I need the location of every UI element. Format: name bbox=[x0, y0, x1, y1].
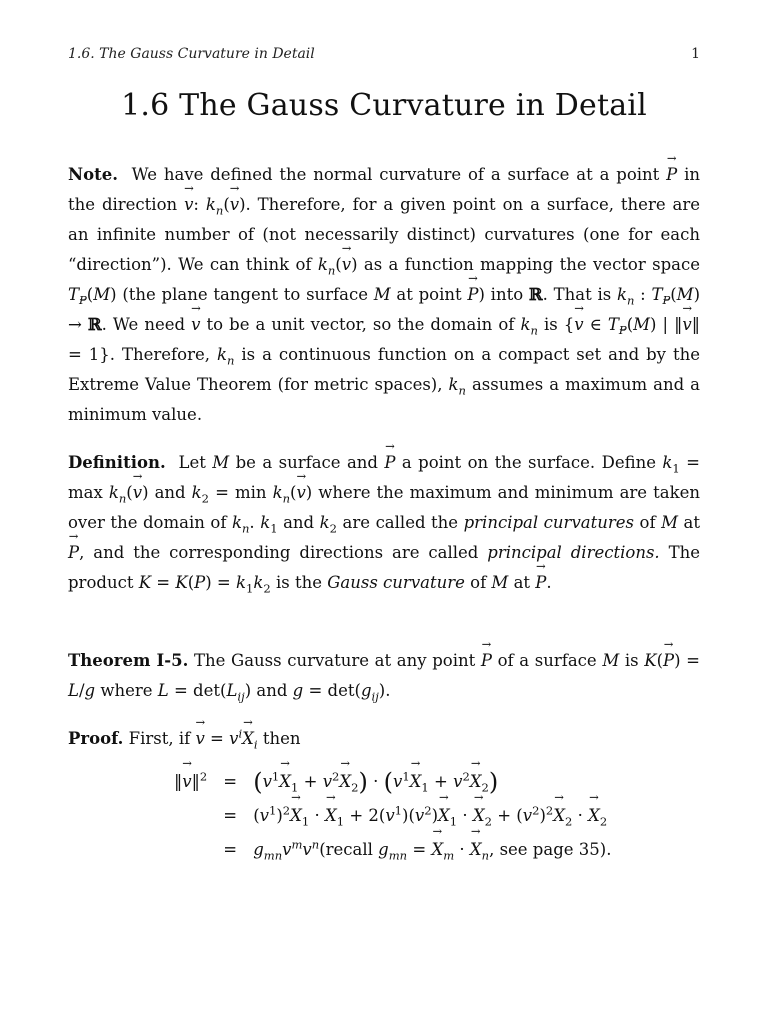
proof-equations bbox=[168, 765, 617, 867]
equation-line: = $(v^1)^2\to X_1$ · → $X_1 + 2(v^1)(v^2)\to X_1$ · → $X_2 + (v^2)^2\to X_2$ · → $X_2$ bbox=[168, 799, 617, 833]
proof-paragraph: Proof. First, if → $v = v^i\to X_i$ then bbox=[68, 724, 700, 754]
section-title: 1.6 The Gauss Curvature in Detail bbox=[121, 88, 647, 123]
definition-label: Definition. bbox=[68, 453, 166, 472]
theorem-paragraph: Theorem I-5. The Gauss curvature at any point → P of a surface M is K(→ P) = L/g where $L = \det(L_{ij})$ and $g = \det(g_{ij})$. bbox=[68, 646, 700, 706]
proof-label: Proof. bbox=[68, 729, 124, 748]
page-number: 1 bbox=[691, 46, 700, 62]
note-label: Note. bbox=[68, 165, 118, 184]
running-title: 1.6. The Gauss Curvature in Detail bbox=[68, 46, 315, 62]
equation-line: ‖→ v‖$^2$ = $(v^1\to X_1 + v^2\to X_2) \cdot (v^1\to X_1 + v^2\to X_2)$ bbox=[168, 765, 617, 799]
running-header bbox=[68, 46, 700, 62]
definition-paragraph: Definition. Let M be a surface and → P a point on the surface. Define $k_1 = \max k_n(\to v)$ and $k_2 = \min k_n(\to v)$ where the maximum and minimum are taken over the domain of $k_n$. $k_1$ and $k_2$ are called the principal curvatures of M at → P, and the corresponding directions are called principal directions. The product $K = K(P) = k_1k_2$ is the Gauss curvature of M at → P. bbox=[68, 448, 700, 598]
note-paragraph: Note. We have defined the normal curvature of a surface at a point → P in the direction → v: $k_n(\to v)$. Therefore, for a given point on a surface, there are an infinite number of (not necessarily distinct) curvatures (one for each “direction”). We can think of $k_n(\to v)$ as a function mapping the vector space $T_P(M)$ (the plane tangent to surface M at point → P) into ℝ. That is $k_n$ : $T_P(M)$ → ℝ. We need → v to be a unit vector, so the domain of $k_n$ is {→ v ∈ $T_P(M)$ | ‖→ v‖ = 1}. Therefore, $k_n$ is a continuous function on a compact set and by the Extreme Value Theorem (for metric spaces), $k_n$ assumes a maximum and a minimum value. bbox=[68, 160, 700, 430]
equation-line: = $g_{mn}v^mv^n(recall$ $g_{mn}$ = → $X_m$ · → $X_n$, see page 35). bbox=[168, 833, 617, 867]
theorem-label: Theorem I-5. bbox=[68, 651, 189, 670]
